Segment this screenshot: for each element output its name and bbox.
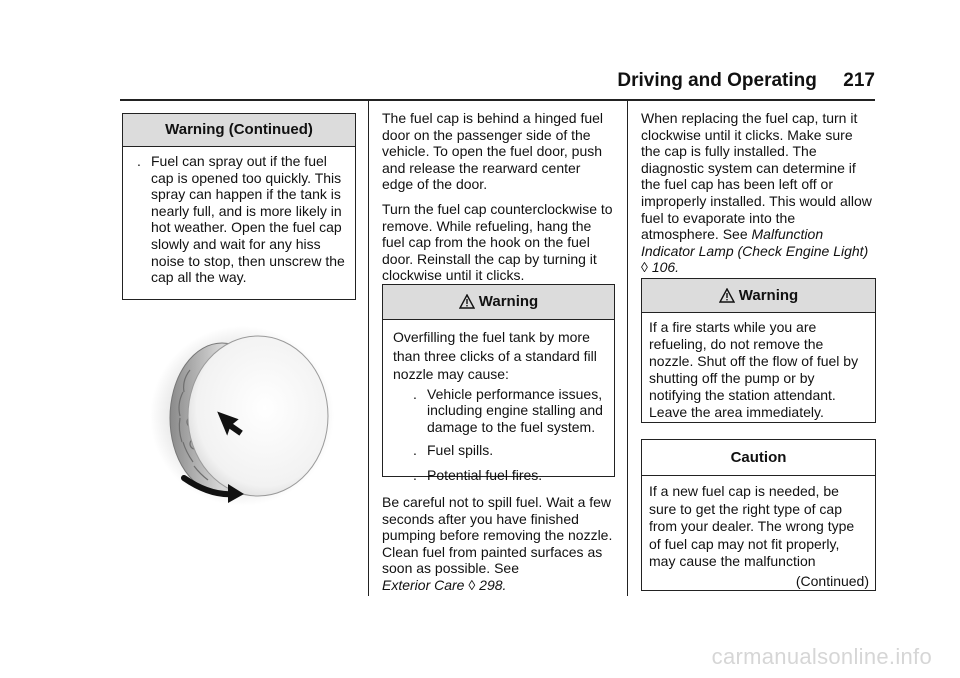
overfill-warning-header bbox=[383, 285, 614, 320]
caution-body bbox=[642, 476, 875, 594]
overfill-bullet-1 bbox=[403, 386, 606, 436]
exterior-care-page: 298. bbox=[479, 576, 507, 593]
fire-warning-title: Warning bbox=[738, 287, 799, 304]
exterior-care-link[interactable]: Exterior Care bbox=[382, 576, 465, 593]
overfill-warning-box bbox=[382, 284, 615, 483]
overfill-warning-intro: Overfilling the fuel tank by more than three clicks of a standard fill nozzle may cause: bbox=[393, 329, 597, 382]
bullet-mark: . bbox=[413, 442, 417, 458]
overfill-bullet-text: Vehicle performance issues, including engine stalling and damage to the fuel system. bbox=[427, 385, 603, 435]
middle-text-top bbox=[382, 110, 614, 292]
page-ref-symbol: ◊ bbox=[468, 576, 476, 593]
fire-warning-header bbox=[642, 279, 875, 313]
warning-continued-title: Warning (Continued) bbox=[123, 114, 355, 147]
cap-face bbox=[188, 336, 328, 496]
bullet-mark: . bbox=[413, 466, 417, 483]
column-divider-1 bbox=[368, 100, 369, 596]
fire-warning-box bbox=[641, 278, 876, 423]
middle-paragraph-2: Turn the fuel cap counterclockwise to remove. While refueling, hang the fuel cap from the hook on the fuel door. Reinstall the cap by turning it clockwise until it clicks. bbox=[382, 200, 613, 284]
bullet-mark: . bbox=[137, 153, 141, 169]
column-divider-2 bbox=[627, 100, 628, 596]
header-rule bbox=[120, 99, 875, 101]
warning-continued-body bbox=[123, 147, 355, 292]
overfill-warning-title: Warning bbox=[478, 293, 539, 310]
fire-warning-text: If a fire starts while you are refueling, do not remove the nozzle. Shut off the flow of fuel by shutting off the pump or by notifying the station attendant. Leave the area immediately. bbox=[649, 319, 859, 420]
middle-paragraph-3-text: Be careful not to spill fuel. Wait a few seconds after you have finished pumping before removing the nozzle. Clean fuel from painted surfaces as soon as possible. See bbox=[382, 494, 613, 577]
warning-continued-text: Fuel can spray out if the fuel cap is opened too quickly. This spray can happen if the tank is nearly full, and is more likely in hot weather. Open the fuel cap slowly and wait for any hiss noise to stop, then unscrew the cap all the way. bbox=[151, 153, 345, 286]
right-paragraph-1 bbox=[641, 110, 875, 276]
page-header bbox=[617, 70, 875, 92]
bullet-mark: . bbox=[413, 385, 417, 402]
overfill-warning-body bbox=[383, 320, 614, 490]
warning-triangle-icon bbox=[459, 294, 475, 309]
page-ref-symbol: ◊ bbox=[641, 259, 648, 276]
overfill-bullet-3 bbox=[403, 466, 606, 485]
caution-text: If a new fuel cap is needed, be sure to get the right type of cap from your dealer. The wrong type of fuel cap may not fit properly, may cause the malfunction bbox=[649, 483, 855, 569]
fuel-cap-illustration bbox=[150, 320, 340, 520]
overfill-bullet-text: Potential fuel fires. bbox=[427, 466, 543, 483]
overfill-bullet-2 bbox=[403, 441, 606, 460]
right-paragraph-1-text: When replacing the fuel cap, turn it clockwise until it clicks. Make sure the cap is fully installed. The diagnostic system can determine if the fuel cap has been left off or improperly installed. This would allow fuel to evaporate into the atmosphere. See bbox=[641, 110, 872, 243]
middle-paragraph-3 bbox=[382, 494, 614, 594]
malfunction-lamp-page: 106. bbox=[651, 259, 680, 276]
continued-label: (Continued) bbox=[795, 572, 869, 589]
middle-paragraph-1: The fuel cap is behind a hinged fuel door on the passenger side of the vehicle. To open the fuel door, push and release the rearward center edge of the door. bbox=[382, 110, 604, 193]
page-number: 217 bbox=[843, 70, 875, 91]
warning-triangle-icon bbox=[719, 288, 735, 303]
middle-text-bottom bbox=[382, 494, 614, 602]
section-title: Driving and Operating bbox=[617, 70, 817, 91]
overfill-bullet-text: Fuel spills. bbox=[427, 442, 494, 458]
caution-title: Caution bbox=[642, 440, 875, 476]
caution-box bbox=[641, 439, 876, 591]
right-text-top bbox=[641, 110, 875, 284]
watermark: carmanualsonline.info bbox=[711, 644, 932, 669]
warning-continued-box bbox=[122, 113, 356, 300]
malfunction-lamp-link[interactable]: Malfunction Indicator Lamp (Check Engine Light) bbox=[641, 226, 869, 259]
warning-continued-bullet bbox=[127, 153, 349, 286]
